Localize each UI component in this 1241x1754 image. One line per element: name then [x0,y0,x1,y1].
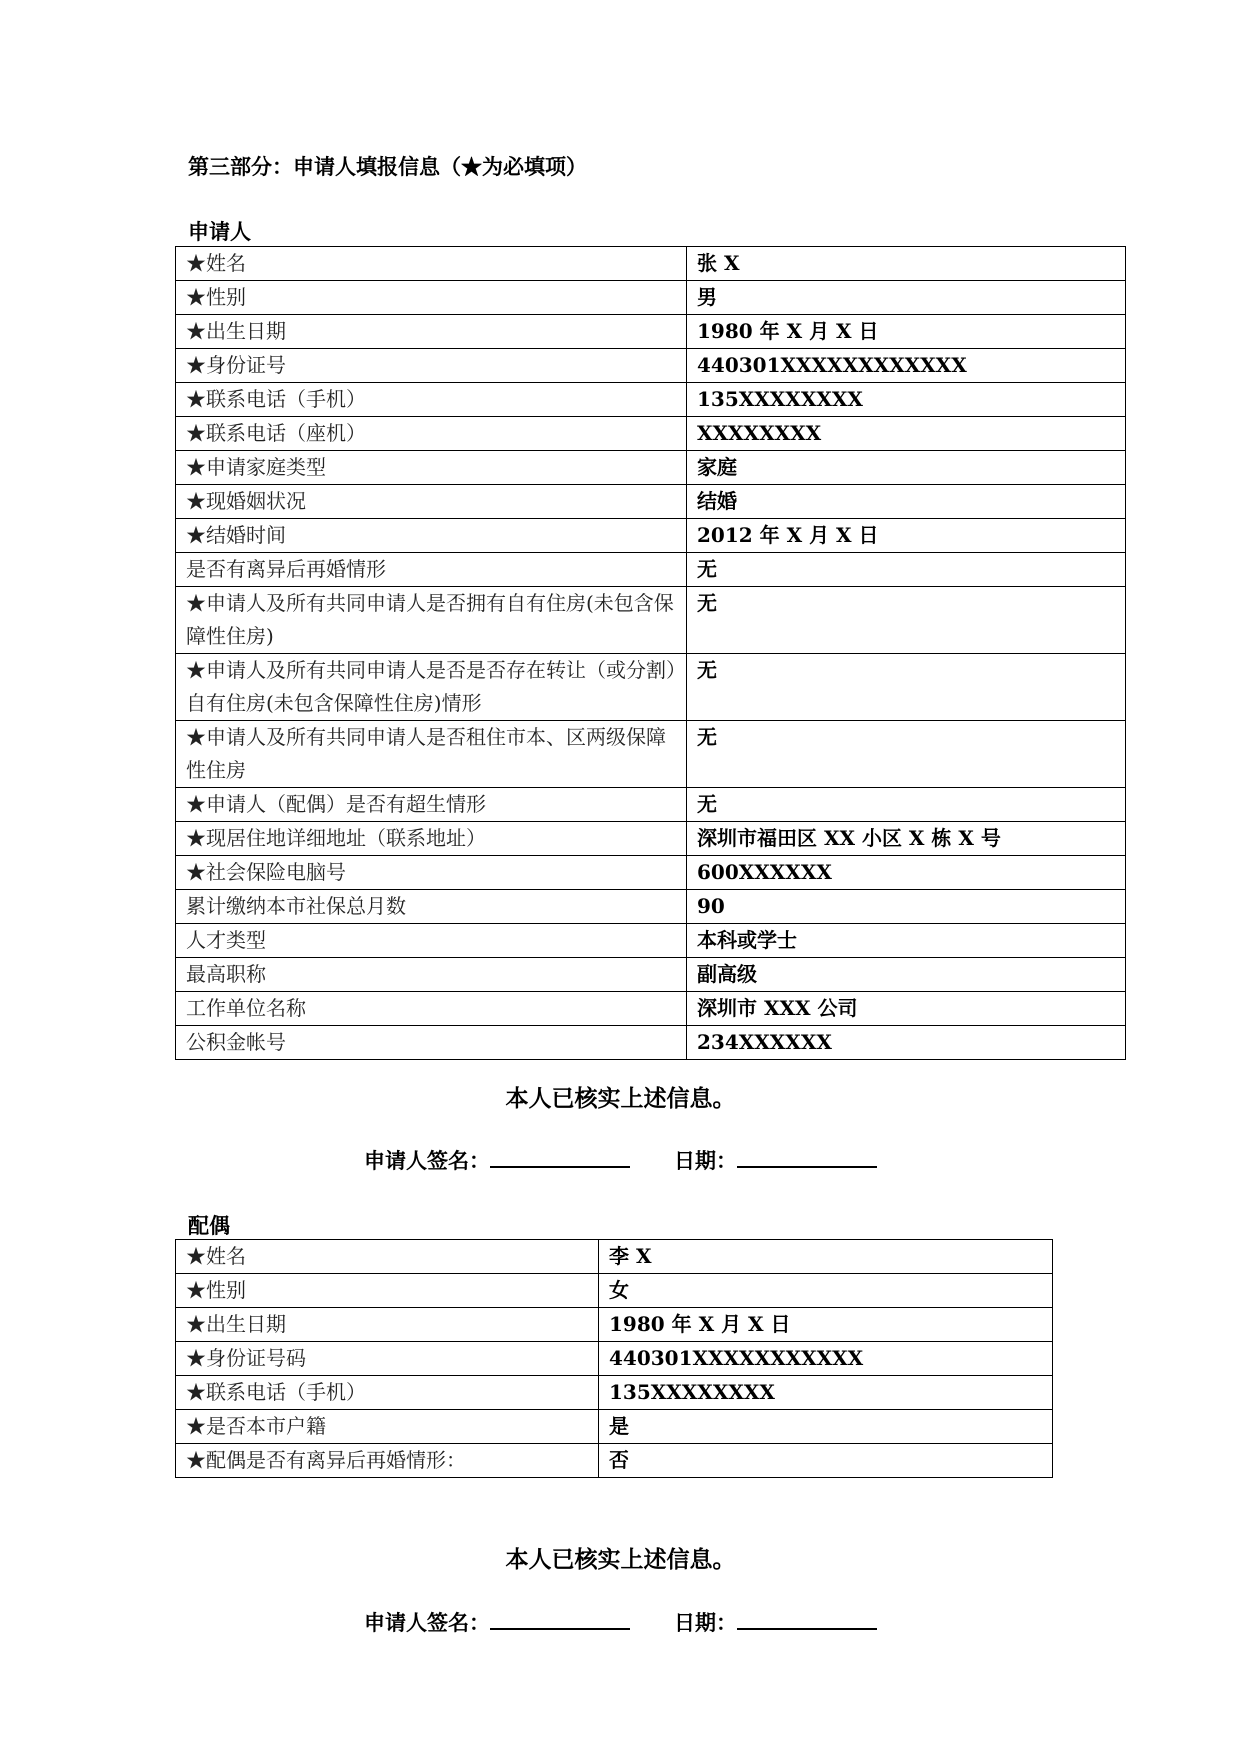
field-label: ★是否本市户籍 [176,1410,599,1444]
table-row [176,654,1126,721]
field-label: ★出生日期 [176,1308,599,1342]
field-value[interactable]: 440301XXXXXXXXXXX [599,1342,1053,1376]
field-value[interactable]: 无 [687,654,1126,721]
applicant-confirm-text: 本人已核实上述信息。 [505,1085,736,1112]
spouse-table-label: 配偶 [188,1213,230,1238]
field-value[interactable]: 440301XXXXXXXXXXXX [687,349,1126,383]
table-row [176,958,1126,992]
signature-label: 申请人签名： [364,1148,490,1173]
field-label: ★出生日期 [176,315,687,349]
field-value[interactable]: 无 [687,553,1126,587]
table-row [176,417,1126,451]
field-value[interactable]: 李 X [599,1240,1053,1274]
field-value[interactable]: 深圳市 XXX 公司 [687,992,1126,1026]
table-row [176,383,1126,417]
date-label: 日期： [674,1148,737,1173]
table-row [176,1342,1053,1376]
table-row [176,281,1126,315]
field-label: ★申请人及所有共同申请人是否是否存在转让（或分割）自有住房(未包含保障性住房)情形 [176,654,687,721]
field-value[interactable]: 副高级 [687,958,1126,992]
applicant-table-label: 申请人 [188,219,251,244]
table-row [176,856,1126,890]
table-row [176,992,1126,1026]
field-label: ★身份证号 [176,349,687,383]
field-label: ★结婚时间 [176,519,687,553]
table-row [176,1240,1053,1274]
field-value[interactable]: 张 X [687,247,1126,281]
date-blank[interactable] [737,1608,877,1630]
date-blank[interactable] [737,1146,877,1168]
date-label: 日期： [674,1610,737,1635]
field-label: ★现居住地详细地址（联系地址） [176,822,687,856]
table-row [176,1410,1053,1444]
field-value[interactable]: 无 [687,587,1126,654]
field-value[interactable]: 90 [687,890,1126,924]
field-value[interactable]: 女 [599,1274,1053,1308]
field-value[interactable]: XXXXXXXX [687,417,1126,451]
field-label: 人才类型 [176,924,687,958]
field-label: 工作单位名称 [176,992,687,1026]
table-row [176,1308,1053,1342]
table-row [176,822,1126,856]
field-value[interactable]: 结婚 [687,485,1126,519]
field-value[interactable]: 本科或学士 [687,924,1126,958]
field-label: ★性别 [176,281,687,315]
field-value[interactable]: 无 [687,721,1126,788]
table-row [176,1444,1053,1478]
table-row [176,485,1126,519]
field-value[interactable]: 是 [599,1410,1053,1444]
field-label: 最高职称 [176,958,687,992]
spouse-table [175,1239,1053,1478]
table-row [176,1026,1126,1060]
field-value[interactable]: 1980 年 X 月 X 日 [687,315,1126,349]
table-row [176,587,1126,654]
table-row [176,788,1126,822]
field-value[interactable]: 234XXXXXX [687,1026,1126,1060]
signature-blank[interactable] [490,1608,630,1630]
table-row [176,890,1126,924]
field-value[interactable]: 深圳市福田区 XX 小区 X 栋 X 号 [687,822,1126,856]
section-title: 第三部分：申请人填报信息（★为必填项） [188,154,587,179]
field-label: ★联系电话（座机） [176,417,687,451]
field-label: 公积金帐号 [176,1026,687,1060]
field-label: ★现婚姻状况 [176,485,687,519]
table-row [176,451,1126,485]
field-value[interactable]: 1980 年 X 月 X 日 [599,1308,1053,1342]
spouse-signature-line [0,1607,1241,1637]
field-label: 是否有离异后再婚情形 [176,553,687,587]
table-row [176,721,1126,788]
field-value[interactable]: 135XXXXXXXX [599,1376,1053,1410]
field-value[interactable]: 男 [687,281,1126,315]
applicant-signature-line [0,1145,1241,1175]
field-label: ★身份证号码 [176,1342,599,1376]
field-label: ★姓名 [176,247,687,281]
applicant-table [175,246,1126,1060]
table-row [176,1376,1053,1410]
table-row [176,924,1126,958]
field-label: ★申请家庭类型 [176,451,687,485]
table-row [176,553,1126,587]
field-label: ★配偶是否有离异后再婚情形： [176,1444,599,1478]
field-value[interactable]: 否 [599,1444,1053,1478]
field-label: ★申请人及所有共同申请人是否拥有自有住房(未包含保障性住房) [176,587,687,654]
field-value[interactable]: 135XXXXXXXX [687,383,1126,417]
table-row [176,1274,1053,1308]
signature-label: 申请人签名： [364,1610,490,1635]
field-label: ★社会保险电脑号 [176,856,687,890]
table-row [176,315,1126,349]
signature-blank[interactable] [490,1146,630,1168]
field-value[interactable]: 无 [687,788,1126,822]
field-value[interactable]: 600XXXXXX [687,856,1126,890]
field-value[interactable]: 家庭 [687,451,1126,485]
field-label: ★申请人（配偶）是否有超生情形 [176,788,687,822]
field-label: ★姓名 [176,1240,599,1274]
field-label: 累计缴纳本市社保总月数 [176,890,687,924]
field-value[interactable]: 2012 年 X 月 X 日 [687,519,1126,553]
field-label: ★申请人及所有共同申请人是否租住市本、区两级保障性住房 [176,721,687,788]
field-label: ★性别 [176,1274,599,1308]
table-row [176,519,1126,553]
table-row [176,247,1126,281]
field-label: ★联系电话（手机） [176,383,687,417]
field-label: ★联系电话（手机） [176,1376,599,1410]
table-row [176,349,1126,383]
spouse-confirm-text: 本人已核实上述信息。 [505,1546,736,1573]
